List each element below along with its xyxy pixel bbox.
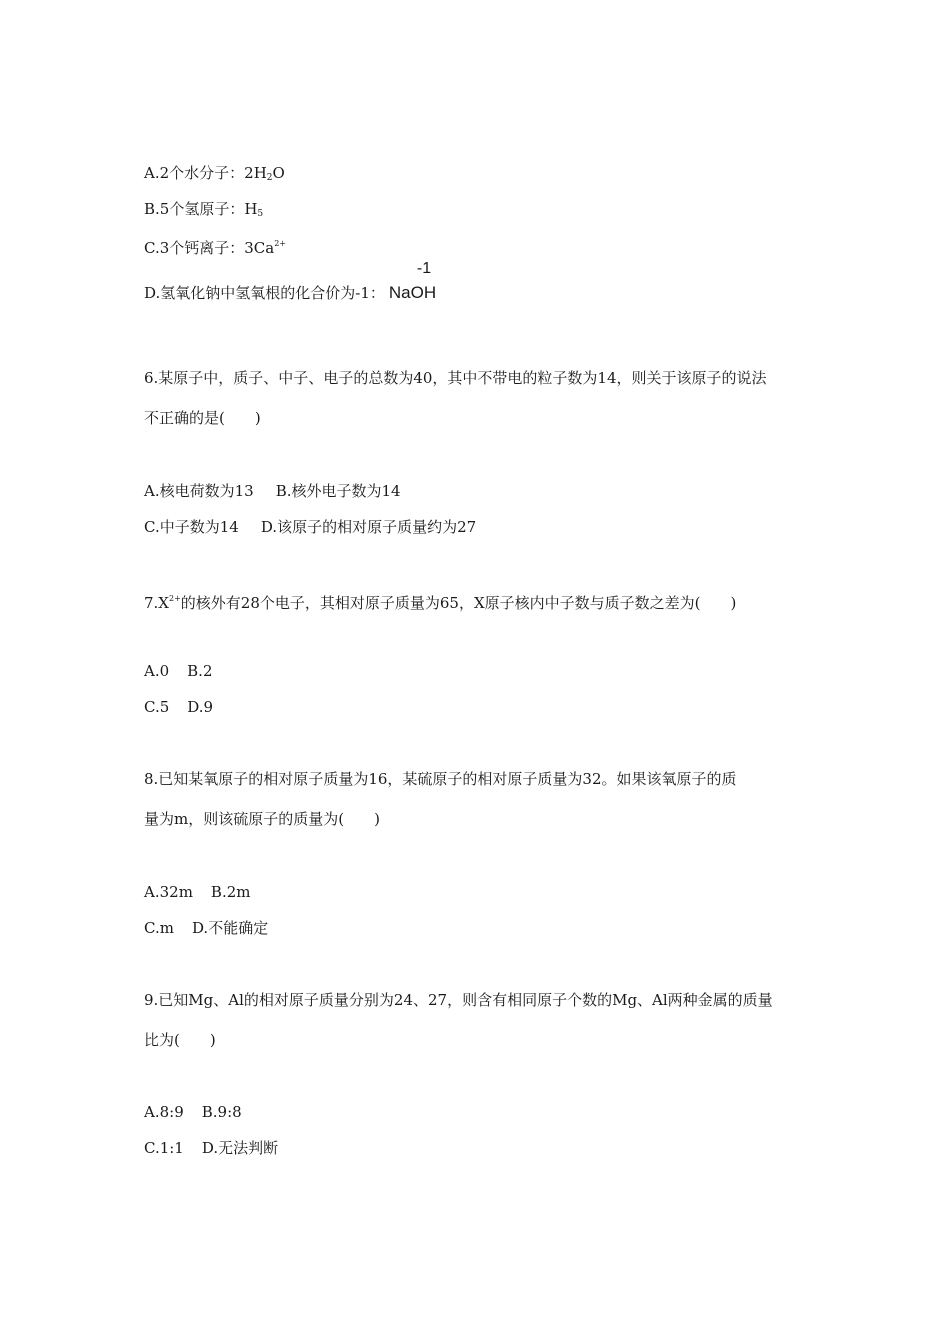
q5-option-a-text: A.2个水分子：2H (144, 164, 267, 182)
q6-options-row1 (144, 481, 401, 501)
q6-option-b: B.核外电子数为14 (275, 482, 401, 500)
q8-option-b: B.2m (210, 883, 251, 901)
q7-option-b: B.2 (187, 662, 213, 680)
q8-option-d: D.不能确定 (191, 919, 269, 937)
q9-options-row1 (144, 1102, 242, 1122)
q8-stem-line1: 8.已知某氧原子的相对原子质量为16，某硫原子的相对原子质量为32。如果该氧原子的质 (144, 770, 737, 788)
q6-option-d: D.该原子的相对原子质量约为27 (260, 518, 477, 536)
naoh-text: NaOH (388, 283, 437, 302)
q9-option-c: C.1:1 (144, 1139, 184, 1157)
q5-option-c-text: C.3个钙离子：3Ca (144, 239, 275, 257)
q5-option-c-superscript: 2+ (274, 239, 287, 248)
q7-stem (144, 589, 736, 613)
q9-options-row2 (144, 1138, 278, 1158)
naoh-valence: -1 (416, 260, 432, 277)
q5-option-b-text: B.5个氢原子：H (144, 200, 258, 218)
q9-stem-line1: 9.已知Mg、Al的相对原子质量分别为24、27，则含有相同原子个数的Mg、Al两种金属的质量 (144, 991, 773, 1009)
q7-option-c: C.5 (144, 698, 170, 716)
q7-option-a: A.0 (144, 662, 170, 680)
q6-stem-line2: 不正确的是( ) (144, 409, 261, 427)
q5-option-d-text: D.氢氧化钠中氢氧根的化合价为-1： (144, 284, 385, 302)
q6-stem-line1: 6.某原子中，质子、中子、电子的总数为40，其中不带电的粒子数为14，则关于该原子的说法 (144, 369, 767, 387)
q7-options-row1 (144, 661, 213, 681)
q9-option-a: A.8:9 (144, 1103, 184, 1121)
q5-option-b (144, 199, 263, 224)
q9-option-b: B.9:8 (201, 1103, 242, 1121)
q5-option-a (144, 163, 285, 188)
q8-options-row2 (144, 918, 268, 938)
q7-stem-pre: 7.X (144, 594, 169, 612)
q9-option-d: D.无法判断 (201, 1139, 279, 1157)
q7-option-d: D.9 (187, 698, 214, 716)
q6-option-c: C.中子数为14 (144, 518, 239, 536)
q6-option-a: A.核电荷数为13 (144, 482, 254, 500)
q7-stem-post: 的核外有28个电子，其相对原子质量为65，X原子核内中子数与质子数之差为( ) (180, 594, 737, 612)
q6-options-row2 (144, 517, 476, 537)
q8-option-c: C.m (144, 919, 174, 937)
q7-stem-superscript: 2+ (169, 594, 181, 603)
naoh-formula (388, 260, 437, 303)
q7-options-row2 (144, 697, 213, 717)
q8-stem-line2: 量为m，则该硫原子的质量为( ) (144, 810, 380, 828)
q5-option-a-tail: O (272, 164, 285, 182)
q5-option-b-subscript: 5 (257, 209, 264, 219)
q5-option-c (144, 234, 286, 258)
q8-option-a: A.32m (144, 883, 193, 901)
q8-options-row1 (144, 882, 250, 902)
q9-stem-line2: 比为( ) (144, 1031, 216, 1049)
q5-option-d (144, 260, 437, 303)
q5-option-a-subscript: 2 (266, 173, 273, 183)
